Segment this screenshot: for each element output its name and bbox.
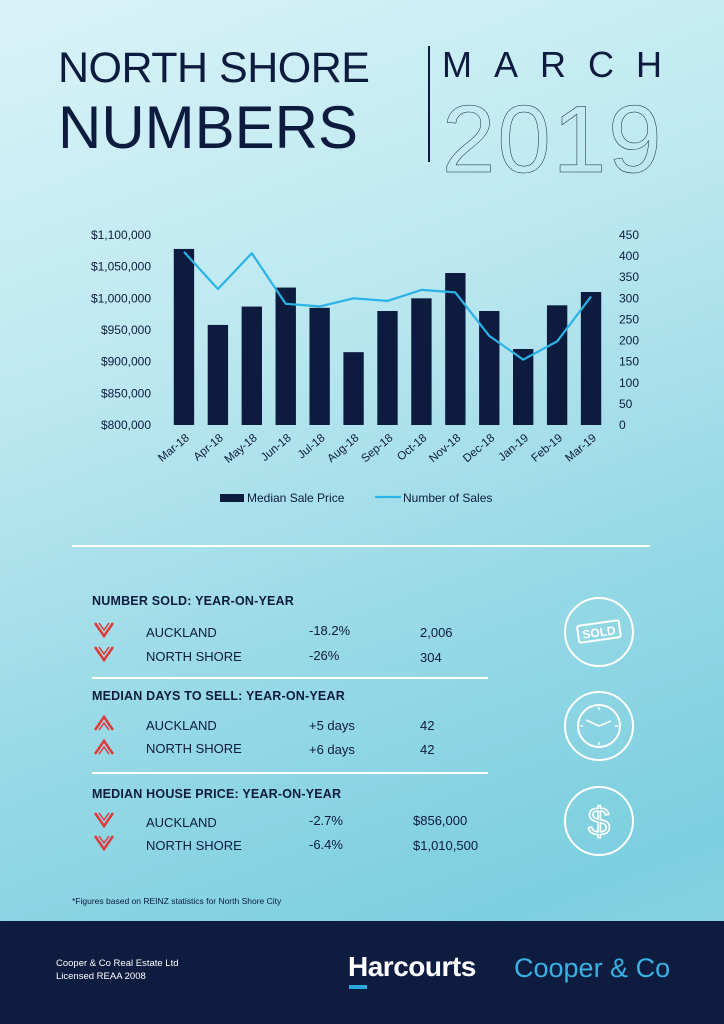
bar <box>343 352 363 425</box>
year-label: 2019 <box>442 86 664 193</box>
x-tick-label: Nov-18 <box>427 432 464 466</box>
bar <box>581 292 601 425</box>
x-tick-label: Jun-18 <box>259 432 294 464</box>
y-right-tick-label: 450 <box>619 228 640 242</box>
logo-underline <box>349 985 367 989</box>
license-text: Licensed REAA 2008 <box>56 971 146 982</box>
bar <box>208 325 228 425</box>
clock-icon <box>564 691 634 761</box>
y-right-tick-label: 150 <box>619 354 640 369</box>
stat-change: -6.4% <box>309 837 343 852</box>
footnote: *Figures based on REINZ statistics for North Shore City <box>72 896 282 906</box>
up-arrow-icon <box>92 713 116 733</box>
stat-change: +6 days <box>309 742 355 757</box>
y-left-tick-label: $1,050,000 <box>90 259 151 274</box>
x-tick-label: Dec-18 <box>461 432 498 466</box>
cooper-co-logo: Cooper & Co <box>514 953 671 983</box>
section-house-price-title: MEDIAN HOUSE PRICE: YEAR-ON-YEAR <box>92 787 342 801</box>
title-divider <box>428 46 430 162</box>
company-name: Cooper & Co Real Estate Ltd <box>56 958 179 969</box>
stat-value: 42 <box>420 742 435 757</box>
dollar-icon <box>564 786 634 856</box>
stat-label: NORTH SHORE <box>146 838 242 853</box>
section-divider <box>92 772 488 774</box>
y-left-tick-label: $900,000 <box>100 354 151 369</box>
stat-change: +5 days <box>309 718 355 733</box>
stat-change: -18.2% <box>309 623 351 638</box>
bar <box>276 288 296 425</box>
y-right-tick-label: 50 <box>619 396 633 411</box>
bar <box>174 249 194 425</box>
down-arrow-icon <box>92 833 116 853</box>
y-right-tick-label: 400 <box>619 249 640 264</box>
x-tick-label: Aug-18 <box>325 432 362 466</box>
sales-chart <box>40 215 690 515</box>
bar <box>377 311 397 425</box>
y-right-tick-label: 200 <box>619 333 640 348</box>
section-number-sold-title: NUMBER SOLD: YEAR-ON-YEAR <box>92 594 294 608</box>
y-right-tick-label: 100 <box>619 375 640 390</box>
x-tick-label: Sep-18 <box>359 432 396 466</box>
section-days-to-sell-title: MEDIAN DAYS TO SELL: YEAR-ON-YEAR <box>92 689 345 703</box>
bar <box>547 305 567 425</box>
legend-bar-label: Median Sale Price <box>247 491 345 505</box>
y-left-tick-label: $800,000 <box>100 418 151 432</box>
section-divider <box>92 677 488 679</box>
title-block <box>58 42 418 162</box>
y-left-tick-label: $850,000 <box>100 386 151 401</box>
down-arrow-icon <box>92 810 116 830</box>
x-tick-label: Mar-18 <box>156 432 192 465</box>
up-arrow-icon <box>92 737 116 757</box>
month-label: MARCH <box>442 44 684 85</box>
stat-label: AUCKLAND <box>146 718 217 733</box>
bar <box>411 298 431 425</box>
title-line1: NORTH SHORE <box>58 44 370 92</box>
stat-value: 2,006 <box>420 625 453 640</box>
y-right-tick-label: 0 <box>619 418 626 432</box>
harcourts-logo: Harcourts <box>348 951 476 982</box>
bar <box>445 273 465 425</box>
x-tick-label: Jul-18 <box>295 432 328 462</box>
chart-svg <box>40 215 690 515</box>
stat-label: NORTH SHORE <box>146 741 242 756</box>
y-right-tick-label: 250 <box>619 312 640 327</box>
y-right-tick-label: 300 <box>619 291 640 306</box>
x-tick-label: Jan-19 <box>496 432 532 464</box>
y-left-tick-label: $950,000 <box>100 323 151 337</box>
down-arrow-icon <box>92 644 116 664</box>
stat-label: AUCKLAND <box>146 815 217 830</box>
x-tick-label: May-18 <box>222 432 260 466</box>
x-tick-label: Apr-18 <box>191 432 226 464</box>
stat-value: $856,000 <box>413 813 468 828</box>
date-block <box>442 40 684 193</box>
stat-value: $1,010,500 <box>413 838 479 853</box>
y-right-tick-label: 350 <box>619 270 640 285</box>
legend-bar-swatch <box>220 494 244 502</box>
footer <box>0 921 724 1024</box>
down-arrow-icon <box>92 620 116 640</box>
stat-label: AUCKLAND <box>146 625 217 640</box>
stat-change: -2.7% <box>309 813 343 828</box>
y-left-tick-label: $1,100,000 <box>90 228 151 242</box>
y-left-tick-label: $1,000,000 <box>90 291 151 306</box>
svg-text:$: $ <box>587 800 611 844</box>
x-tick-label: Feb-19 <box>529 432 566 465</box>
stat-change: -26% <box>309 648 340 663</box>
sold-stamp-text: SOLD <box>581 623 617 642</box>
x-tick-label: Mar-19 <box>563 432 599 465</box>
sold-stamp-icon <box>564 597 634 667</box>
stat-value: 304 <box>420 650 442 665</box>
stat-label: NORTH SHORE <box>146 649 242 664</box>
bar <box>309 308 329 425</box>
chart-divider <box>72 545 650 547</box>
x-tick-label: Oct-18 <box>395 432 430 464</box>
bar <box>242 307 262 425</box>
legend-line-label: Number of Sales <box>403 491 493 505</box>
title-line2: NUMBERS <box>58 94 359 161</box>
stat-value: 42 <box>420 718 435 733</box>
